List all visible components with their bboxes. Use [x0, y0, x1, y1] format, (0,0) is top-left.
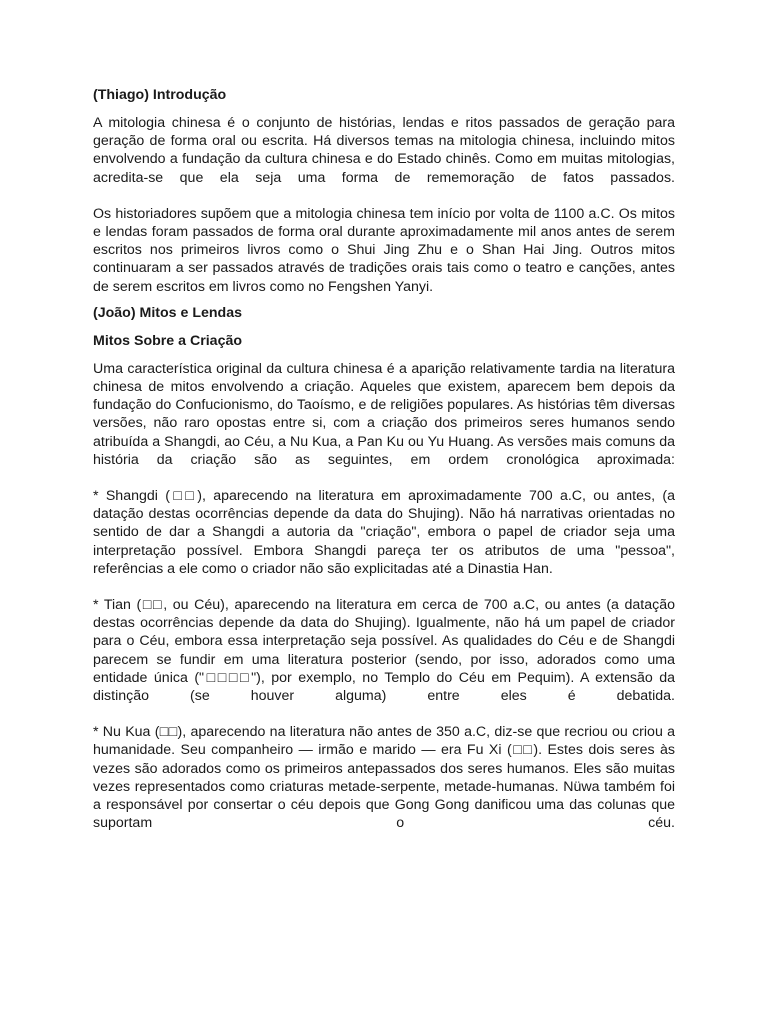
paragraph-intro-2: Os historiadores supõem que a mitologia chinesa tem início por volta de 1100 a.C. Os mitos e lendas foram passados de forma oral durante aproximadamente mil anos antes de serem escritos nos primeiros livros como o Shui Jing Zhu e o Shan Hai Jing. Outros mitos continuaram a ser passados através de tradições orais tais como o teatro e canções, antes de serem escritos em livros como no Fengshen Yanyi.: [93, 205, 675, 295]
paragraph-tian: * Tian (□□, ou Céu), aparecendo na literatura em cerca de 700 a.C, ou antes (a datação destas ocorrências depende da data do Shujing). Igualmente, não há um papel de criador para o Céu, embora essa interpretação seja possível. As qualidades do Céu e de Shangdi parecem se fundir em uma literatura posterior (sendo, por isso, adorados como uma entidade única ("□□□□"), por exemplo, no Templo do Céu em Pequim). A extensão da distinção (se houver alguma) entre eles é debatida.: [93, 597, 675, 705]
paragraph-criacao-intro: Uma característica original da cultura chinesa é a aparição relativamente tardia na literatura chinesa de mitos envolvendo a criação. Aqueles que existem, aparecem bem depois da fundação do Confucionismo, do Taoísmo, e de religiões populares. As histórias têm diversas versões, não raro opostas entre si, com a criação dos primeiros seres humanos sendo atribuída a Shangdi, ao Céu, a Nu Kua, a Pan Ku ou Yu Huang. As versões mais comuns da história da criação são as seguintes, em ordem cronológica aproximada:: [93, 360, 675, 468]
paragraph-intro-1: A mitologia chinesa é o conjunto de histórias, lendas e ritos passados de geração para geração de forma oral ou escrita. Há diversos temas na mitologia chinesa, incluindo mitos envolvendo a fundação da cultura chinesa e do Estado chinês. Como em muitas mitologias, acredita-se que ela seja uma forma de rememoração de fatos passados.: [93, 115, 675, 186]
paragraph-nu-kua: * Nu Kua (□□), aparecendo na literatura não antes de 350 a.C, diz-se que recriou ou criou a humanidade. Seu companheiro — irmão e marido — era Fu Xi (□□). Estes dois seres às vezes são adorados como os primeiros antepassados dos seres humanos. Eles são muitas vezes representados como criaturas metade-serpente, metade-humanas. Nüwa também foi a responsável por consertar o céu depois que Gong Gong danificou uma das colunas que suportam o céu.: [93, 724, 675, 832]
subsection-heading-mitos-criacao: Mitos Sobre a Criação: [93, 332, 243, 349]
section-heading-introducao: (Thiago) Introdução: [93, 87, 227, 103]
section-heading-mitos-e-lendas: (João) Mitos e Lendas: [93, 304, 242, 321]
paragraph-shangdi: * Shangdi (□□), aparecendo na literatura em aproximadamente 700 a.C, ou antes, (a datação destas ocorrências depende da data do Shujing). Não há narrativas orientadas no sentido de dar a Shangdi a autoria da "criação", embora o papel de criador seja uma interpretação possível. Embora Shangdi pareça ter os atributos de uma "pessoa", referências a ele como o criador não são explicitadas até a Dinastia Han.: [93, 488, 675, 577]
document-page: [93, 86, 675, 833]
